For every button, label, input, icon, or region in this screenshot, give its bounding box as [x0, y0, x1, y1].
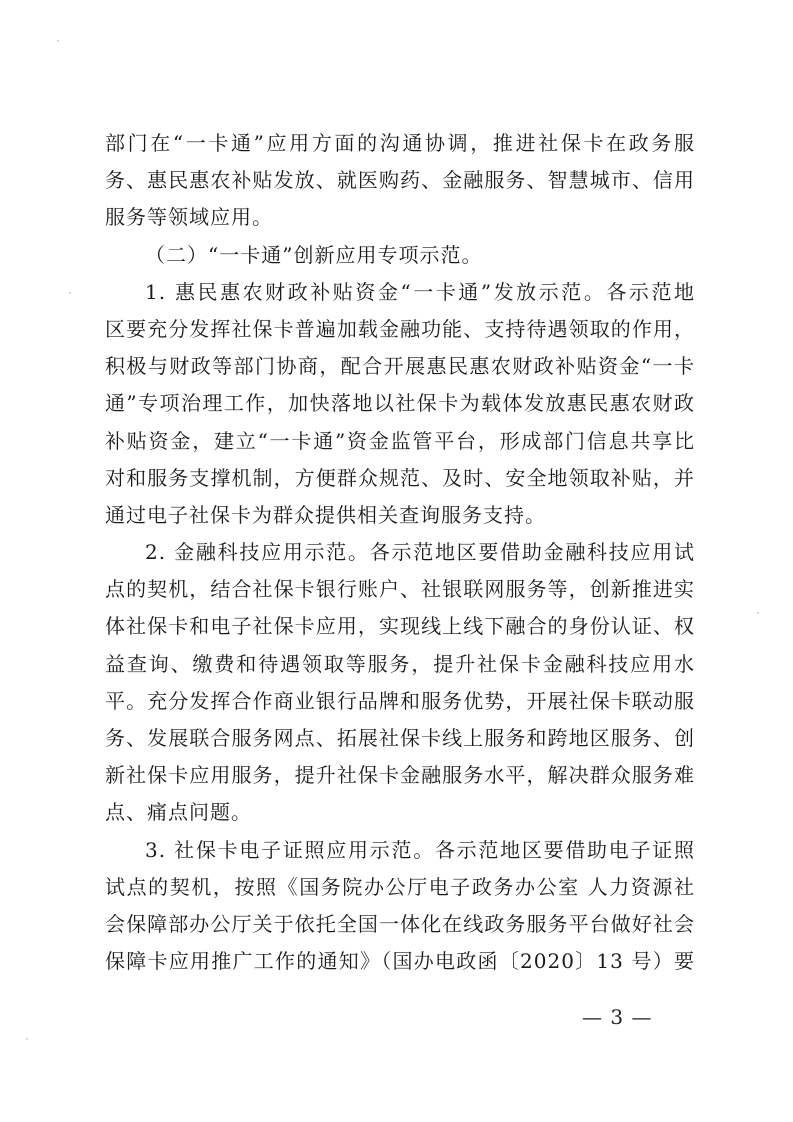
- text-line: 务、发展联合服务网点、拓展社保卡线上服务和跨地区服务、创: [105, 726, 695, 750]
- text-line: 益查询、缴费和待遇领取等服务，提升社保卡金融科技应用水: [105, 651, 695, 676]
- text-line: 保障卡应用推广工作的通知》（国办电政函〔2020〕13 号）要: [105, 949, 695, 974]
- text-line: 部门在“一卡通”应用方面的沟通协调，推进社保卡在政务服: [105, 131, 695, 155]
- text-line: 通”专项治理工作，加快落地以社保卡为载体发放惠民惠农财政: [105, 391, 695, 416]
- text-line: 平。充分发挥合作商业银行品牌和服务优势，开展社保卡联动服: [105, 688, 695, 713]
- text-line: 试点的契机，按照《国务院办公厅电子政务办公室 人力资源社: [105, 874, 695, 899]
- text-line: 服务等领域应用。: [105, 205, 273, 230]
- section-heading: （二）“一卡通”创新应用专项示范。: [145, 242, 483, 267]
- text-line: 会保障部办公厅关于依托全国一体化在线政务服务平台做好社会: [105, 911, 695, 936]
- text-line: 新社保卡应用服务，提升社保卡金融服务水平，解决群众服务难: [105, 763, 695, 788]
- scan-speck: [57, 40, 59, 42]
- text-line: 积极与财政等部门协商，配合开展惠民惠农财政补贴资金“一卡: [105, 354, 695, 379]
- text-line: 通过电子社保卡为群众提供相关查询服务支持。: [105, 502, 546, 527]
- page-number: — 3 —: [582, 1005, 653, 1029]
- text-line: 3. 社保卡电子证照应用示范。各示范地区要借助电子证照: [145, 837, 695, 862]
- text-line: 点的契机，结合社保卡银行账户、社银联网服务等，创新推进实: [105, 577, 695, 602]
- text-line: 2. 金融科技应用示范。各示范地区要借助金融科技应用试: [145, 540, 695, 565]
- text-line: 对和服务支撑机制，方便群众规范、及时、安全地领取补贴，并: [105, 465, 695, 490]
- scan-speck: [69, 292, 71, 294]
- text-line: 体社保卡和电子社保卡应用，实现线上线下融合的身份认证、权: [105, 614, 695, 639]
- text-line: 务、惠民惠农补贴发放、就医购药、金融服务、智慧城市、信用: [105, 168, 695, 193]
- document-body: [105, 125, 695, 980]
- text-line: 点、痛点问题。: [105, 800, 252, 825]
- text-line: 补贴资金，建立“一卡通”资金监管平台，形成部门信息共享比: [105, 428, 695, 453]
- text-line: 1. 惠民惠农财政补贴资金“一卡通”发放示范。各示范地: [145, 279, 695, 304]
- scan-speck: [757, 612, 759, 614]
- scan-speck: [26, 1038, 28, 1040]
- text-line: 区要充分发挥社保卡普遍加载金融功能、支持待遇领取的作用，: [105, 316, 695, 341]
